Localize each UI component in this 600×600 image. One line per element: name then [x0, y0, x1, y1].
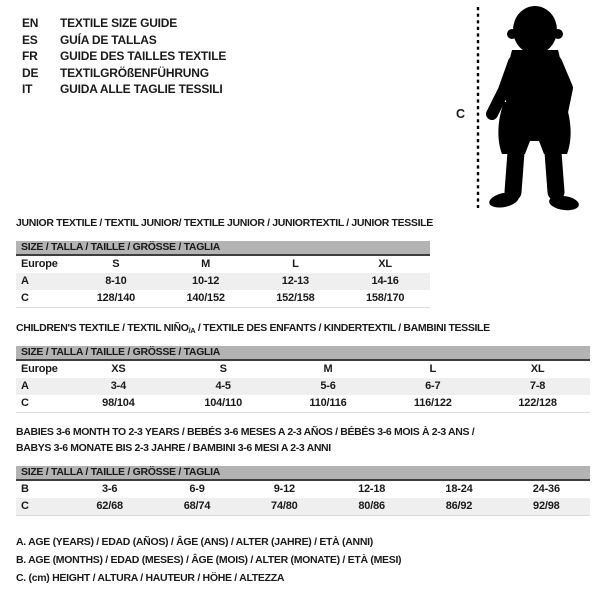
guide-title: TEXTILGRÖßENFÜHRUNG — [60, 65, 209, 80]
children-title-before: CHILDREN'S TEXTILE / TEXTIL NIÑO — [16, 322, 189, 334]
footnote-a: A. AGE (YEARS) / EDAD (AÑOS) / ÂGE (ANS) / ALTER (JAHRE) / ETÀ (ANNI) — [16, 536, 373, 548]
footnote-c: C. (cm) HEIGHT / ALTURA / HAUTEUR / HÖHE / ALTEZZA — [16, 572, 285, 584]
table-row — [16, 395, 590, 412]
table-row — [16, 378, 590, 395]
table-cell: 80/86 — [358, 500, 385, 512]
table-cell: L — [292, 258, 299, 270]
guide-title: TEXTILE SIZE GUIDE — [60, 16, 178, 30]
children-title-after: / TEXTILE DES ENFANTS / KINDERTEXTIL / BAMBINI TESSILE — [195, 322, 490, 334]
toddler-silhouette-icon — [488, 6, 580, 212]
table-row — [16, 361, 590, 378]
language-code: FR — [22, 49, 38, 63]
table-cell: 9-12 — [273, 483, 295, 495]
row-label: A — [21, 275, 29, 287]
table-cell: 62/68 — [96, 500, 123, 512]
row-label: B — [21, 483, 29, 495]
table-cell: 18-24 — [445, 483, 473, 495]
height-label: C — [456, 107, 465, 121]
table-cell: L — [429, 363, 437, 375]
children-table-title — [16, 322, 490, 335]
table-cell: 140/152 — [186, 292, 225, 304]
guide-title: GUÍA DE TALLAS — [60, 32, 157, 47]
footnote-b: B. AGE (MONTHS) / EDAD (MESES) / ÂGE (MOIS) / ALTER (MONATE) / ETÀ (MESI) — [16, 554, 402, 566]
babies-table-title — [16, 424, 474, 456]
table-cell: 92/98 — [533, 500, 560, 512]
table-cell: M — [323, 363, 333, 375]
table-cell: 6-7 — [425, 380, 441, 392]
table-cell: 3-4 — [110, 380, 127, 392]
table-cell: 128/140 — [96, 292, 136, 304]
table-cell: 98/104 — [102, 397, 135, 409]
table-cell: 152/158 — [276, 292, 315, 304]
language-row — [22, 81, 226, 98]
guide-title: GUIDE DES TAILLES TEXTILE — [60, 49, 227, 63]
table-cell: 3-6 — [102, 483, 118, 495]
language-row — [22, 32, 226, 49]
row-label: Europe — [21, 363, 58, 375]
table-cell: 68/74 — [183, 500, 211, 512]
table-cell: XL — [530, 363, 545, 375]
table-cell: 7-8 — [529, 380, 546, 392]
table-cell: 14-16 — [371, 275, 399, 287]
table-cell: S — [112, 258, 120, 270]
babies-size-table — [16, 466, 590, 516]
toddler-figure — [450, 2, 600, 214]
table-cell: XL — [378, 258, 392, 270]
row-label: Europe — [21, 258, 58, 270]
junior-size-table — [16, 241, 430, 308]
babies-title-line2: BABYS 3-6 MONATE BIS 2-3 JAHRE / BAMBINI 3-6 MESI A 2-3 ANNI — [16, 442, 331, 454]
size-header-band: SIZE / TALLA / TAILLE / GRÖSSE / TAGLIA — [16, 466, 590, 481]
table-cell: 8-10 — [105, 275, 127, 287]
table-cell: 12-18 — [358, 483, 386, 495]
language-row — [22, 65, 226, 82]
children-title-subscript: /A — [188, 326, 196, 335]
table-cell: 158/170 — [365, 292, 405, 304]
language-code: EN — [22, 16, 39, 30]
language-title-list — [22, 15, 226, 98]
language-row — [22, 48, 226, 65]
row-label: A — [21, 380, 29, 392]
table-cell: 74/80 — [271, 500, 298, 512]
table-row — [16, 498, 590, 515]
junior-table-title: JUNIOR TEXTILE / TEXTIL JUNIOR/ TEXTILE JUNIOR / JUNIORTEXTIL / JUNIOR TESSILE — [16, 217, 433, 229]
language-code: IT — [22, 82, 33, 96]
language-code: ES — [22, 32, 38, 47]
language-row — [22, 15, 226, 32]
table-cell: 110/116 — [309, 397, 347, 409]
legend-footnotes — [16, 533, 401, 587]
table-row — [16, 481, 590, 498]
row-label: C — [21, 292, 29, 304]
table-row — [16, 273, 430, 290]
table-cell: 10-12 — [192, 275, 220, 287]
table-cell: 86/92 — [445, 500, 473, 512]
children-size-table — [16, 346, 590, 413]
table-row — [16, 290, 430, 307]
table-cell: S — [219, 363, 227, 375]
guide-title: GUIDA ALLE TAGLIE TESSILI — [60, 82, 223, 96]
table-cell: 12-13 — [281, 275, 309, 287]
table-cell: 122/128 — [518, 397, 557, 409]
language-code: DE — [22, 65, 39, 80]
size-header-band: SIZE / TALLA / TAILLE / GRÖSSE / TAGLIA — [16, 346, 590, 361]
table-cell: XS — [111, 363, 126, 375]
table-cell: 116/122 — [413, 397, 452, 409]
table-cell: M — [201, 258, 211, 270]
table-cell: 5-6 — [320, 380, 336, 392]
table-cell: 24-36 — [532, 483, 560, 495]
babies-title-line1: BABIES 3-6 MONTH TO 2-3 YEARS / BEBÉS 3-6 MESES A 2-3 AÑOS / BÉBÉS 3-6 MOIS À 2-3 ANS / — [16, 426, 475, 438]
row-label: C — [21, 500, 29, 512]
row-label: C — [21, 397, 29, 409]
table-cell: 6-9 — [189, 483, 205, 495]
table-row — [16, 256, 430, 273]
size-header-band: SIZE / TALLA / TAILLE / GRÖSSE / TAGLIA — [16, 241, 430, 256]
table-cell: 4-5 — [215, 380, 231, 392]
table-cell: 104/110 — [204, 397, 243, 409]
